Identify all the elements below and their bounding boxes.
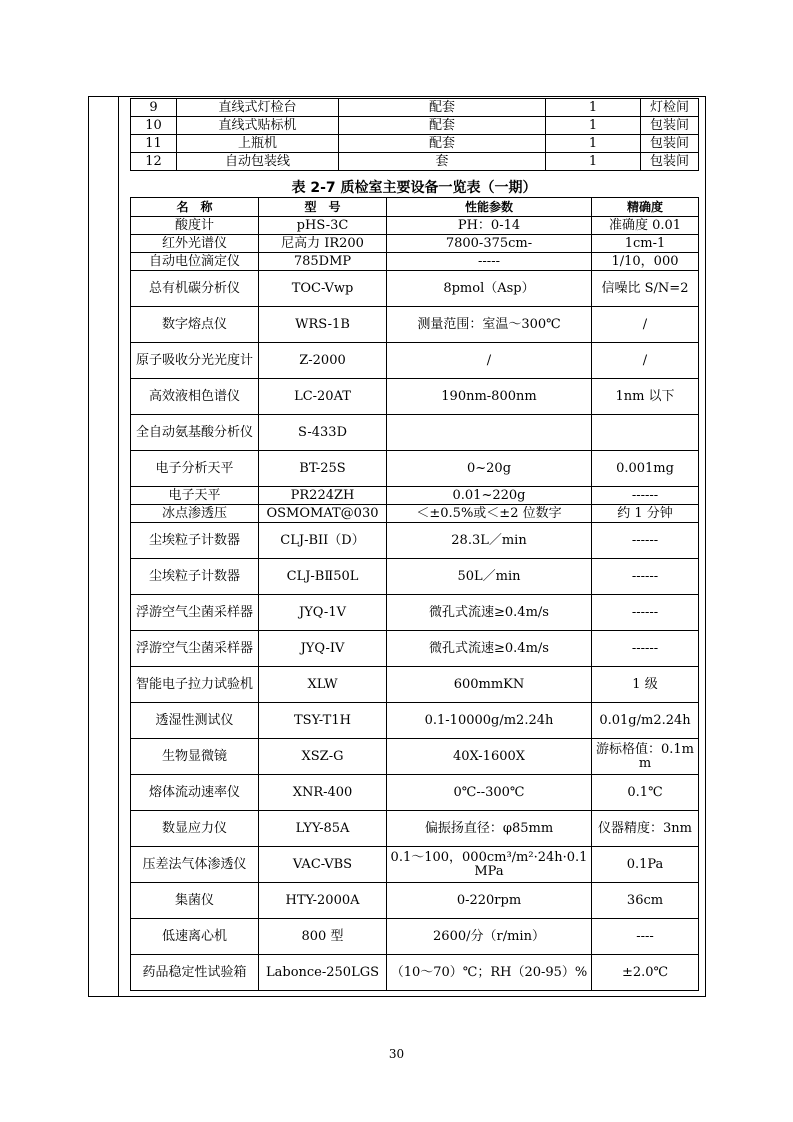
table-cell: 冰点渗透压 [131, 505, 259, 523]
table-row [131, 667, 699, 703]
table-cell: 尼高力 IR200 [259, 235, 387, 253]
table-cell: ----- [387, 253, 592, 271]
table-cell: 800 型 [259, 919, 387, 955]
table-cell: 190nm-800nm [387, 379, 592, 415]
table-cell: 微孔式流速≥0.4m/s [387, 595, 592, 631]
table-caption: 表 2-7 质检室主要设备一览表（一期） [291, 180, 537, 196]
table-cell [592, 415, 699, 451]
table-cell: 上瓶机 [177, 135, 339, 153]
table-cell: 灯检间 [641, 99, 699, 117]
table-cell: / [592, 307, 699, 343]
table-cell: 2600/分（r/min） [387, 919, 592, 955]
table-row [131, 559, 699, 595]
table-cell: 包装间 [641, 117, 699, 135]
table-cell: 红外光谱仪 [131, 235, 259, 253]
table-cell: 数显应力仪 [131, 811, 259, 847]
table-cell: 1 [546, 117, 641, 135]
table-cell: 准确度 0.01 [592, 217, 699, 235]
table-cell: 0.01g/m2.24h [592, 703, 699, 739]
table-cell: TOC-Vwp [259, 271, 387, 307]
table-cell: 透湿性测试仪 [131, 703, 259, 739]
table-cell: 总有机碳分析仪 [131, 271, 259, 307]
table-cell: 配套 [339, 117, 546, 135]
table-cell: 集菌仪 [131, 883, 259, 919]
table-cell: 1 [546, 135, 641, 153]
table-row [131, 379, 699, 415]
table-cell: 11 [131, 135, 177, 153]
table-cell: （10～70）℃；RH（20-95）% [387, 955, 592, 991]
table-row [131, 883, 699, 919]
table-cell: 7800-375cm- [387, 235, 592, 253]
table-cell: 40X-1600X [387, 739, 592, 775]
table-cell: 1 [546, 99, 641, 117]
table-row [131, 505, 699, 523]
table-cell: XNR-400 [259, 775, 387, 811]
table-cell: 电子天平 [131, 487, 259, 505]
table-cell: TSY-T1H [259, 703, 387, 739]
table-cell: 游标格值：0.1mm [592, 739, 699, 775]
table-cell: PH：0-14 [387, 217, 592, 235]
table-row [131, 253, 699, 271]
table-cell: 直线式灯检台 [177, 99, 339, 117]
table-cell: OSMOMAT@030 [259, 505, 387, 523]
table-cell: ------ [592, 631, 699, 667]
table-cell: 600mmKN [387, 667, 592, 703]
table-cell: 0.01~220g [387, 487, 592, 505]
table-cell: LC-20AT [259, 379, 387, 415]
table-cell: CLJ-BII（D） [259, 523, 387, 559]
table-cell: 熔体流动速率仪 [131, 775, 259, 811]
table-cell: 12 [131, 153, 177, 171]
table-cell: 低速离心机 [131, 919, 259, 955]
table-cell: 仪器精度：3nm [592, 811, 699, 847]
table-cell: 尘埃粒子计数器 [131, 559, 259, 595]
qc-equipment-table [130, 197, 699, 991]
table-row [131, 235, 699, 253]
table-cell: 高效液相色谱仪 [131, 379, 259, 415]
table-cell: ------ [592, 595, 699, 631]
table-cell: S-433D [259, 415, 387, 451]
table-cell: 配套 [339, 135, 546, 153]
table-row [131, 919, 699, 955]
table-row [131, 117, 699, 135]
table-cell: 尘埃粒子计数器 [131, 523, 259, 559]
table-cell: ＜±0.5%或＜±2 位数字 [387, 505, 592, 523]
table-cell: 浮游空气尘菌采样器 [131, 595, 259, 631]
table-cell: 9 [131, 99, 177, 117]
table-cell: 自动包装线 [177, 153, 339, 171]
table-cell: 1 级 [592, 667, 699, 703]
table-cell: 1nm 以下 [592, 379, 699, 415]
table-cell: 785DMP [259, 253, 387, 271]
table-row [131, 523, 699, 559]
table-cell: 包装间 [641, 153, 699, 171]
table-cell: 压差法气体渗透仪 [131, 847, 259, 883]
page-number: 30 [388, 1047, 405, 1061]
table-cell: 酸度计 [131, 217, 259, 235]
table-cell: PR224ZH [259, 487, 387, 505]
table-cell: 电子分析天平 [131, 451, 259, 487]
table-cell: 浮游空气尘菌采样器 [131, 631, 259, 667]
table-cell: 1cm-1 [592, 235, 699, 253]
table-row [131, 415, 699, 451]
table-header-row [131, 198, 699, 217]
table-cell: 0-220rpm [387, 883, 592, 919]
table-row [131, 631, 699, 667]
table-cell: 50L／min [387, 559, 592, 595]
continued-equipment-table [130, 98, 699, 171]
header-model: 型 号 [259, 198, 387, 217]
table-cell: 配套 [339, 99, 546, 117]
table-cell: 微孔式流速≥0.4m/s [387, 631, 592, 667]
table-cell [387, 415, 592, 451]
table-cell: 8pmol（Asp） [387, 271, 592, 307]
table-row [131, 217, 699, 235]
table-cell: / [387, 343, 592, 379]
table-cell: / [592, 343, 699, 379]
table-cell: 0.1℃ [592, 775, 699, 811]
table-cell: 包装间 [641, 135, 699, 153]
table-cell: 0.001mg [592, 451, 699, 487]
table-row [131, 307, 699, 343]
table-cell: ------ [592, 559, 699, 595]
table-cell: 约 1 分钟 [592, 505, 699, 523]
table-row [131, 739, 699, 775]
table-row [131, 595, 699, 631]
table-cell: 0℃--300℃ [387, 775, 592, 811]
table-cell: ---- [592, 919, 699, 955]
table-row [131, 153, 699, 171]
table-cell: 10 [131, 117, 177, 135]
table-row [131, 451, 699, 487]
table-cell: XSZ-G [259, 739, 387, 775]
table-row [131, 955, 699, 991]
table-cell: 1 [546, 153, 641, 171]
table-cell: 测量范围：室温～300℃ [387, 307, 592, 343]
table-cell: 全自动氨基酸分析仪 [131, 415, 259, 451]
table-cell: 自动电位滴定仪 [131, 253, 259, 271]
table-cell: XLW [259, 667, 387, 703]
table-cell: JYQ-1V [259, 595, 387, 631]
table-cell: ±2.0℃ [592, 955, 699, 991]
table-cell: 0~20g [387, 451, 592, 487]
table-row [131, 99, 699, 117]
table-cell: 数字熔点仪 [131, 307, 259, 343]
table-cell: 0.1～100，000cm³/m²·24h·0.1MPa [387, 847, 592, 883]
table-cell: 生物显微镜 [131, 739, 259, 775]
table-cell: Labonce-250LGS [259, 955, 387, 991]
table-row [131, 811, 699, 847]
table-cell: LYY-85A [259, 811, 387, 847]
table-cell: HTY-2000A [259, 883, 387, 919]
table-cell: pHS-3C [259, 217, 387, 235]
table-cell: VAC-VBS [259, 847, 387, 883]
table-cell: 0.1-10000g/m2.24h [387, 703, 592, 739]
header-name: 名 称 [131, 198, 259, 217]
table-row [131, 847, 699, 883]
table-row [131, 487, 699, 505]
table-cell: 1/10，000 [592, 253, 699, 271]
table-cell: JYQ-IV [259, 631, 387, 667]
table-cell: ------ [592, 487, 699, 505]
table-cell: 偏振扬直径：φ85mm [387, 811, 592, 847]
header-performance: 性能参数 [387, 198, 592, 217]
table-row [131, 135, 699, 153]
table-row [131, 703, 699, 739]
table-row [131, 775, 699, 811]
table-cell: CLJ-BⅡ50L [259, 559, 387, 595]
table-cell: WRS-1B [259, 307, 387, 343]
table-cell: ------ [592, 523, 699, 559]
table-cell: 套 [339, 153, 546, 171]
header-precision: 精确度 [592, 198, 699, 217]
table-cell: 36cm [592, 883, 699, 919]
table-cell: 原子吸收分光光度计 [131, 343, 259, 379]
table-cell: 信噪比 S/N=2 [592, 271, 699, 307]
table-row [131, 271, 699, 307]
table-cell: 0.1Pa [592, 847, 699, 883]
table-cell: 药品稳定性试验箱 [131, 955, 259, 991]
table-cell: BT-25S [259, 451, 387, 487]
table-cell: 智能电子拉力试验机 [131, 667, 259, 703]
table-row [131, 343, 699, 379]
table-cell: 28.3L／min [387, 523, 592, 559]
table-cell: 直线式贴标机 [177, 117, 339, 135]
frame-inner-line [118, 96, 119, 997]
table-cell: Z-2000 [259, 343, 387, 379]
